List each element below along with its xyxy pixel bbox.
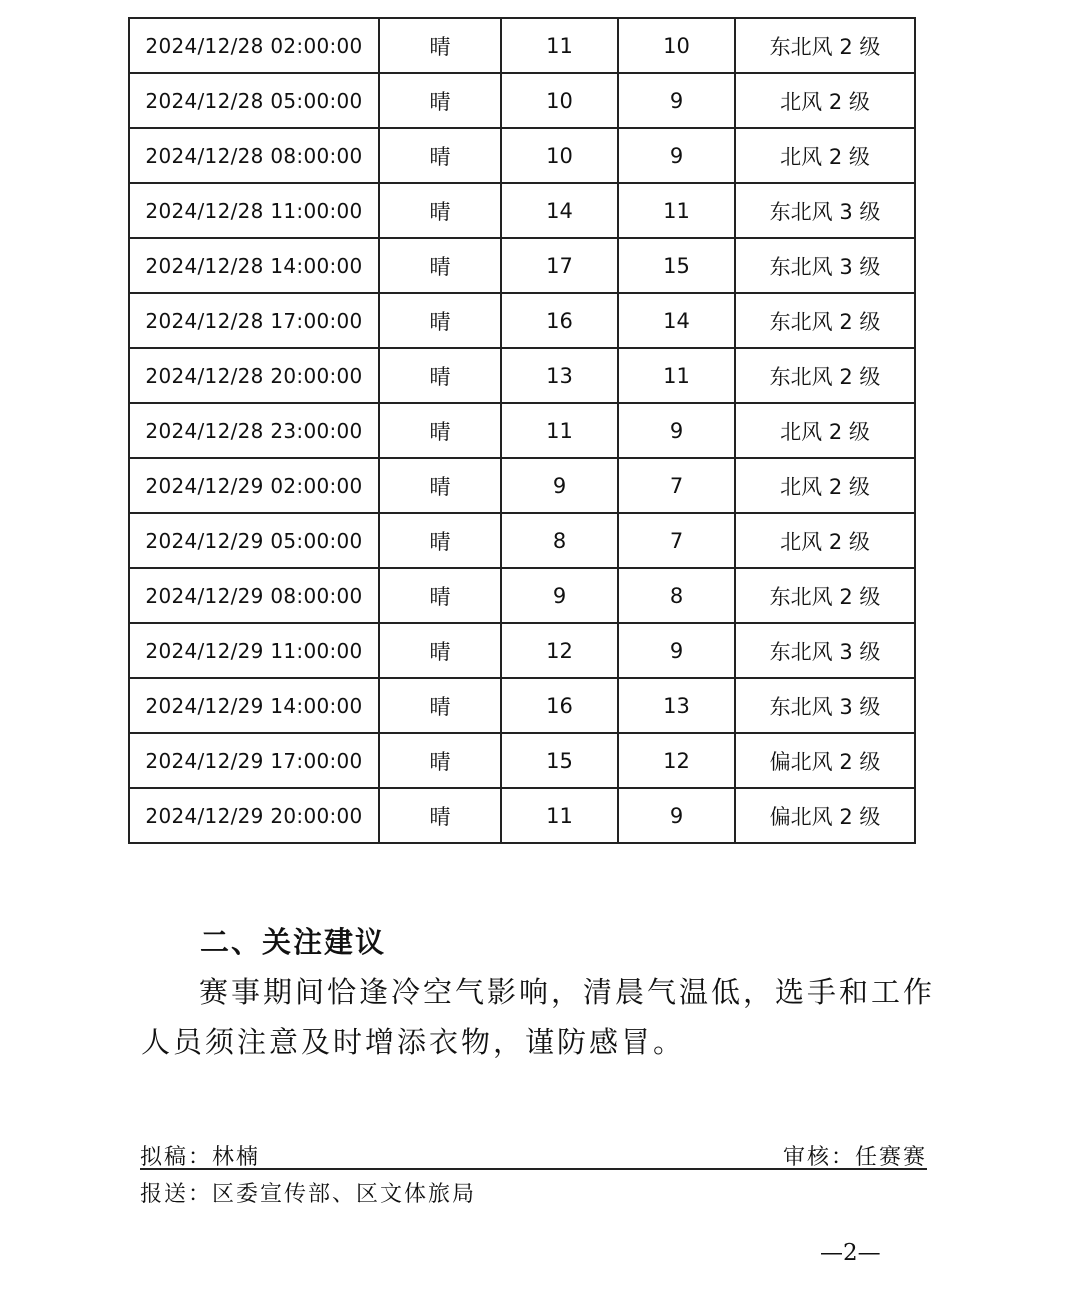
table-row xyxy=(129,348,915,403)
table-row xyxy=(129,73,915,128)
signature-line xyxy=(140,1140,927,1170)
time-cell: 2024/12/28 23:00:00 xyxy=(129,403,379,458)
time-cell: 2024/12/29 11:00:00 xyxy=(129,623,379,678)
max-temp-cell: 11 xyxy=(501,403,618,458)
weather-cell: 晴 xyxy=(379,513,501,568)
advice-paragraph: 赛事期间恰逢冷空气影响，清晨气温低，选手和工作人员须注意及时增添衣物，谨防感冒。 xyxy=(141,975,936,1059)
drafter-label: 拟稿：林楠 xyxy=(140,1145,261,1170)
weather-cell: 晴 xyxy=(379,458,501,513)
max-temp-cell: 17 xyxy=(501,238,618,293)
weather-cell: 晴 xyxy=(379,18,501,73)
time-cell: 2024/12/29 02:00:00 xyxy=(129,458,379,513)
weather-cell: 晴 xyxy=(379,623,501,678)
min-temp-cell: 9 xyxy=(618,788,735,843)
max-temp-cell: 12 xyxy=(501,623,618,678)
max-temp-cell: 16 xyxy=(501,293,618,348)
forecast-table-body xyxy=(129,18,915,843)
section-heading: 二、关注建议 xyxy=(200,925,387,959)
wind-cell: 偏北风 2 级 xyxy=(735,788,915,843)
time-cell: 2024/12/29 14:00:00 xyxy=(129,678,379,733)
min-temp-cell: 15 xyxy=(618,238,735,293)
time-cell: 2024/12/28 02:00:00 xyxy=(129,18,379,73)
time-cell: 2024/12/29 05:00:00 xyxy=(129,513,379,568)
table-row xyxy=(129,733,915,788)
wind-cell: 东北风 2 级 xyxy=(735,18,915,73)
table-row xyxy=(129,128,915,183)
min-temp-cell: 11 xyxy=(618,348,735,403)
min-temp-cell: 9 xyxy=(618,128,735,183)
max-temp-cell: 10 xyxy=(501,128,618,183)
weather-cell: 晴 xyxy=(379,128,501,183)
page-number: —2— xyxy=(820,1240,881,1266)
weather-cell: 晴 xyxy=(379,238,501,293)
min-temp-cell: 9 xyxy=(618,403,735,458)
time-cell: 2024/12/28 20:00:00 xyxy=(129,348,379,403)
min-temp-cell: 14 xyxy=(618,293,735,348)
max-temp-cell: 13 xyxy=(501,348,618,403)
weather-cell: 晴 xyxy=(379,183,501,238)
table-row xyxy=(129,513,915,568)
min-temp-cell: 11 xyxy=(618,183,735,238)
wind-cell: 北风 2 级 xyxy=(735,73,915,128)
table-row xyxy=(129,678,915,733)
reviewer-label: 审核：任赛赛 xyxy=(782,1145,927,1170)
max-temp-cell: 9 xyxy=(501,568,618,623)
min-temp-cell: 12 xyxy=(618,733,735,788)
time-cell: 2024/12/29 20:00:00 xyxy=(129,788,379,843)
time-cell: 2024/12/28 14:00:00 xyxy=(129,238,379,293)
min-temp-cell: 13 xyxy=(618,678,735,733)
wind-cell: 东北风 2 级 xyxy=(735,348,915,403)
table-row xyxy=(129,293,915,348)
max-temp-cell: 11 xyxy=(501,788,618,843)
table-row xyxy=(129,568,915,623)
max-temp-cell: 9 xyxy=(501,458,618,513)
wind-cell: 北风 2 级 xyxy=(735,513,915,568)
time-cell: 2024/12/28 08:00:00 xyxy=(129,128,379,183)
wind-cell: 东北风 3 级 xyxy=(735,678,915,733)
time-cell: 2024/12/28 05:00:00 xyxy=(129,73,379,128)
table-row xyxy=(129,403,915,458)
min-temp-cell: 7 xyxy=(618,513,735,568)
table-row xyxy=(129,788,915,843)
min-temp-cell: 8 xyxy=(618,568,735,623)
time-cell: 2024/12/29 17:00:00 xyxy=(129,733,379,788)
wind-cell: 北风 2 级 xyxy=(735,128,915,183)
max-temp-cell: 16 xyxy=(501,678,618,733)
weather-cell: 晴 xyxy=(379,73,501,128)
weather-cell: 晴 xyxy=(379,678,501,733)
table-row xyxy=(129,18,915,73)
weather-cell: 晴 xyxy=(379,788,501,843)
table-row xyxy=(129,183,915,238)
min-temp-cell: 9 xyxy=(618,73,735,128)
time-cell: 2024/12/29 08:00:00 xyxy=(129,568,379,623)
max-temp-cell: 8 xyxy=(501,513,618,568)
min-temp-cell: 10 xyxy=(618,18,735,73)
wind-cell: 北风 2 级 xyxy=(735,458,915,513)
max-temp-cell: 10 xyxy=(501,73,618,128)
weather-cell: 晴 xyxy=(379,733,501,788)
wind-cell: 东北风 2 级 xyxy=(735,293,915,348)
wind-cell: 偏北风 2 级 xyxy=(735,733,915,788)
table-row xyxy=(129,623,915,678)
wind-cell: 北风 2 级 xyxy=(735,403,915,458)
weather-cell: 晴 xyxy=(379,348,501,403)
time-cell: 2024/12/28 17:00:00 xyxy=(129,293,379,348)
table-row xyxy=(129,458,915,513)
weather-cell: 晴 xyxy=(379,403,501,458)
weather-cell: 晴 xyxy=(379,293,501,348)
wind-cell: 东北风 2 级 xyxy=(735,568,915,623)
table-row xyxy=(129,238,915,293)
max-temp-cell: 15 xyxy=(501,733,618,788)
min-temp-cell: 7 xyxy=(618,458,735,513)
send-to-label: 报送：区委宣传部、区文体旅局 xyxy=(140,1182,477,1207)
time-cell: 2024/12/28 11:00:00 xyxy=(129,183,379,238)
weather-cell: 晴 xyxy=(379,568,501,623)
wind-cell: 东北风 3 级 xyxy=(735,183,915,238)
max-temp-cell: 14 xyxy=(501,183,618,238)
wind-cell: 东北风 3 级 xyxy=(735,238,915,293)
min-temp-cell: 9 xyxy=(618,623,735,678)
max-temp-cell: 11 xyxy=(501,18,618,73)
weather-forecast-table xyxy=(128,17,916,844)
wind-cell: 东北风 3 级 xyxy=(735,623,915,678)
